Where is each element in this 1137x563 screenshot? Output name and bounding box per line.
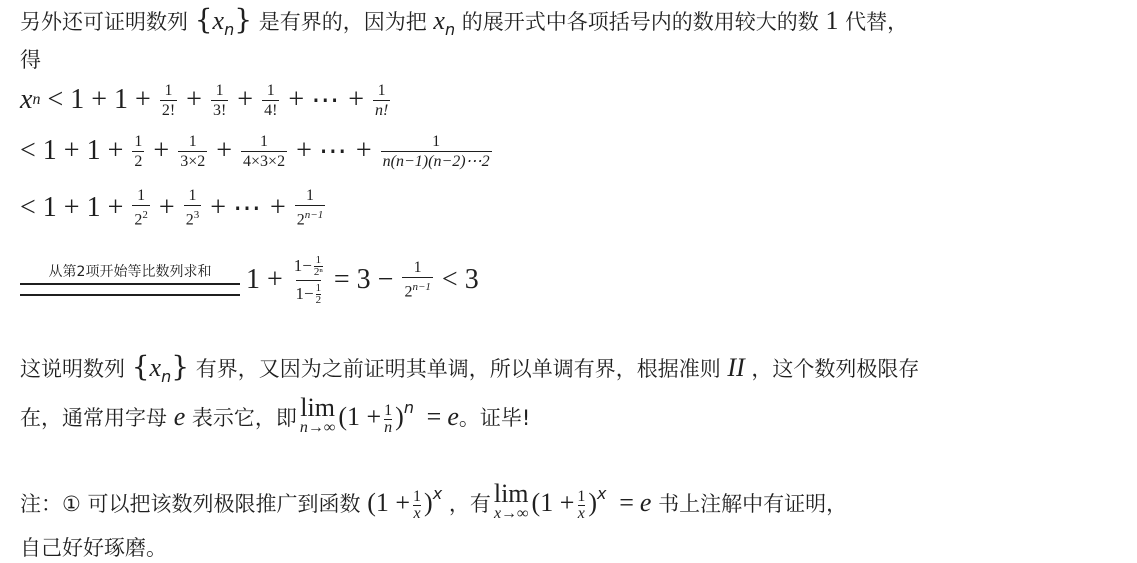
plus-sign: + [107, 135, 124, 166]
double-equals-line [20, 283, 240, 296]
plus-sign: + [107, 192, 124, 223]
term-one-a: 1 [42, 135, 57, 166]
letter-e: e [173, 402, 186, 431]
fraction-1-over-2pow-n-1: $\frac{1}{2^{n-1}}$ [296, 187, 324, 229]
plus-sign: + [91, 84, 108, 115]
geometric-sum-fraction: 1− $\frac{1}{\text{2ⁿ}}$ 1− $\frac{1}{2}$ [293, 253, 323, 306]
inequality-step-2 [20, 126, 494, 176]
letter-e: e [639, 488, 652, 517]
term-one: 1 [246, 264, 260, 295]
paren-close: ) [395, 402, 404, 431]
intro-line2: 得 [20, 48, 41, 72]
term-one-b: 1 [86, 135, 101, 166]
term-three: 3 [356, 264, 371, 295]
paren-close: ) [588, 488, 598, 517]
conclusion-line2 [20, 393, 531, 442]
fraction-1-over-2pow-n-1: $\frac{1}{2^{n-1}}$ [404, 259, 431, 301]
seq-sub: n [224, 20, 235, 39]
exponent-n: n [403, 398, 414, 417]
paren-close: ) [424, 488, 433, 517]
lt-sign: < [441, 264, 458, 295]
term-one-b: 1 [114, 84, 129, 115]
lt-sign: < [47, 84, 64, 115]
term-one-a: 1 [70, 84, 85, 115]
xn-sub: n [444, 20, 456, 39]
conclusion-text-a: 这说明数列 [20, 357, 125, 381]
lhs-sub: n [32, 91, 41, 108]
equals-sign: = [619, 488, 634, 517]
plus-sign: + [237, 84, 254, 115]
left-brace: { [131, 350, 150, 383]
note-line1 [20, 479, 848, 528]
letter-e: e [447, 402, 459, 431]
fraction-1-over-n-product: $\frac{1}{n(n-1)(n-2)\cdots 2}$ [382, 132, 490, 170]
intro-text-c: 的展开式中各项括号内的数用较大的数 [461, 10, 819, 34]
ellipsis: ⋯ [311, 85, 342, 116]
plus-sign: + [135, 84, 151, 115]
xn-var: x [433, 6, 445, 35]
minus-sign: − [377, 264, 394, 295]
geometric-sum-label: 从第2项开始等比数列求和 [48, 264, 212, 280]
plus-sign: + [63, 192, 80, 223]
conclusion-line1 [20, 350, 920, 389]
plus-sign: + [186, 84, 202, 115]
equals-sign: = [333, 264, 350, 295]
conclusion-text-d: 在，通常用字母 [20, 406, 167, 430]
intro-paragraph [20, 3, 909, 42]
fraction-1-over-4x3x2: $\frac{1}{4\times 3\times 2}$ [243, 132, 286, 170]
right-brace: } [234, 3, 253, 36]
fraction-1-over-3x2: $\frac{1}{3\times 2}$ [180, 132, 206, 170]
conclusion-text-c: ，这个数列极限存 [751, 357, 920, 381]
intro-text-a: 另外还可证明数列 [20, 10, 188, 34]
inequality-step-3 [20, 183, 327, 233]
fraction-1-over-2pow3: $\frac{1}{2^3}$ [185, 187, 200, 229]
intro-text-d: 代替， [845, 10, 909, 34]
lhs-var: x [20, 84, 33, 115]
fraction-1-over-n: $\frac{1}{n}$ [384, 401, 393, 436]
plus-sign: + [158, 192, 175, 223]
fraction-1-over-x: $\frac{1}{x}$ [577, 487, 586, 522]
plus-sign: + [210, 192, 226, 223]
plus-sign: + [355, 135, 372, 166]
plus-sign: + [63, 135, 80, 166]
plus-sign: + [296, 135, 312, 166]
plus-sign: + [153, 135, 170, 166]
criterion-roman: II [727, 353, 745, 382]
plus-sign: + [288, 84, 305, 115]
inequality-step-4 [20, 244, 479, 316]
term-one-a: 1 [42, 192, 57, 223]
intro-text-b: 是有界的，因为把 [258, 10, 427, 34]
plus-sign: + [216, 135, 233, 166]
limit-n-infinity: lim n→∞ [299, 393, 336, 436]
conclusion-text-e: 表示它，即 [191, 406, 297, 430]
fraction-1-over-x: $\frac{1}{x}$ [413, 487, 422, 522]
conclusion-text-b: 有界，又因为之前证明其单调，所以单调有界，根据准则 [195, 357, 721, 381]
plus-sign: + [348, 84, 364, 115]
note-line2: 自己好好琢磨。 [20, 536, 167, 560]
seq-var: x [149, 353, 162, 382]
left-brace: { [194, 3, 213, 36]
annotated-equals [20, 264, 240, 296]
inequality-step-1 [20, 75, 392, 125]
term-three-b: 3 [464, 264, 479, 295]
plus-sign: + [267, 264, 283, 295]
fraction-1-over-2: $\frac{1}{2}$ [134, 132, 143, 170]
limit-x-infinity: lim x→∞ [493, 479, 529, 522]
equals-sign: = [426, 402, 442, 431]
fraction-1-over-nfact: $\frac{1}{n!}$ [375, 81, 389, 119]
paren-open: (1 + [531, 488, 575, 517]
fraction-1-over-4fact: $\frac{1}{4!}$ [264, 81, 278, 119]
exponent-x: x [597, 484, 607, 503]
note-text-a: 注：① 可以把该数列极限推广到函数 [20, 492, 361, 516]
right-brace: } [171, 350, 190, 383]
lt-sign: < [20, 192, 36, 223]
seq-var: x [212, 6, 225, 35]
paren-open: (1 + [367, 488, 411, 517]
note-text-b: ，有 [448, 492, 491, 516]
intro-one: 1 [825, 6, 839, 35]
ellipsis: ⋯ [318, 136, 349, 167]
lt-sign: < [20, 135, 36, 166]
plus-sign: + [269, 192, 286, 223]
fraction-1-over-2pow2: $\frac{1}{2^2}$ [134, 187, 148, 229]
paren-open: (1 + [338, 402, 382, 431]
conclusion-text-f: 。证毕! [458, 406, 531, 430]
note-text-c: 书上注解中有证明， [658, 492, 848, 516]
fraction-1-over-2fact: $\frac{1}{2!}$ [161, 81, 176, 119]
fraction-1-over-3fact: $\frac{1}{3!}$ [212, 81, 227, 119]
exponent-x: x [432, 484, 443, 503]
term-one-b: 1 [86, 192, 101, 223]
seq-sub: n [161, 367, 172, 386]
ellipsis: ⋯ [232, 193, 263, 224]
